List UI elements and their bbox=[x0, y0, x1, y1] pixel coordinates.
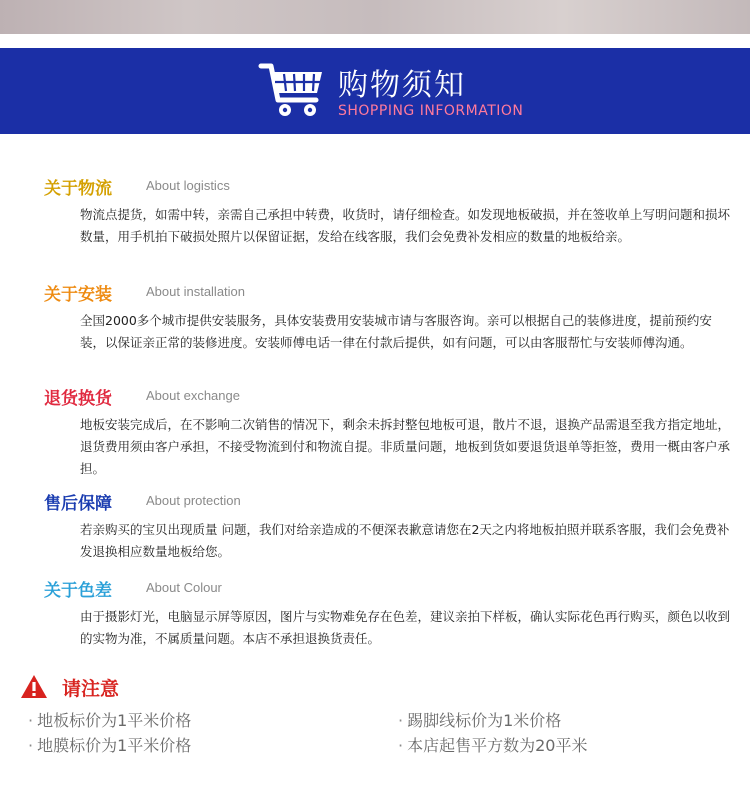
section-body: 地板安装完成后，在不影响二次销售的情况下，剩余未拆封整包地板可退，散片不退，退换产品需退至我方指定地址，退货费用须由客户承担，不接受物流到付和物流自提。非质量问题，地板到货如要退货退单等拒签，费用一概由客户承担。 bbox=[80, 417, 731, 476]
bullet: · bbox=[28, 736, 34, 755]
section-title: 关于安装 bbox=[44, 285, 112, 305]
section-title: 售后保障 bbox=[44, 494, 112, 514]
notice-item-text: 踢脚线标价为1米价格 bbox=[407, 711, 562, 730]
section-protection bbox=[44, 489, 734, 563]
bullet: · bbox=[28, 711, 34, 730]
bullet: · bbox=[398, 711, 404, 730]
section-title: 关于物流 bbox=[44, 179, 112, 199]
section-english-title: About Colour bbox=[146, 580, 222, 595]
section-english-title: About exchange bbox=[146, 388, 240, 403]
bullet: · bbox=[398, 736, 404, 755]
section-body: 物流点提货，如需中转，亲需自己承担中转费，收货时，请仔细检查。如发现地板破损，并在签收单上写明问题和损坏数量，用手机拍下破损处照片以保留证据，发给在线客服，我们会免费补发相应的数量的地板给亲。 bbox=[80, 207, 731, 244]
warning-icon bbox=[20, 674, 48, 699]
shopping-cart-icon bbox=[258, 60, 328, 120]
notice-item bbox=[28, 733, 191, 756]
section-body: 若亲购买的宝贝出现质量 问题，我们对给亲造成的不便深表歉意请您在2天之内将地板拍照并联系客服，我们会免费补发退换相应数量地板给您。 bbox=[80, 522, 730, 559]
notice-item-text: 本店起售平方数为20平米 bbox=[407, 736, 588, 755]
notice-item-text: 地膜标价为1平米价格 bbox=[37, 736, 192, 755]
section-body: 全国2000多个城市提供安装服务，具体安装费用安装城市请与客服咨询。亲可以根据自己的装修进度，提前预约安装，以保证亲正常的装修进度。安装师傅电话一律在付款后提供，如有问题，可以由客服帮忙与安装师傅沟通。 bbox=[80, 313, 712, 350]
notice-item-text: 地板标价为1平米价格 bbox=[37, 711, 192, 730]
section-exchange bbox=[44, 384, 734, 480]
notice-item bbox=[398, 733, 587, 756]
section-title: 关于色差 bbox=[44, 581, 112, 601]
section-logistics bbox=[44, 174, 734, 248]
section-colour bbox=[44, 576, 734, 650]
section-title: 退货换货 bbox=[44, 389, 112, 409]
notice-title: 请注意 bbox=[62, 678, 120, 700]
section-english-title: About protection bbox=[146, 493, 241, 508]
banner-subtitle: SHOPPING INFORMATION bbox=[338, 103, 524, 119]
notice-header bbox=[20, 673, 320, 703]
banner-title: 购物须知 bbox=[338, 68, 466, 103]
top-photo-strip bbox=[0, 0, 750, 34]
section-english-title: About installation bbox=[146, 284, 246, 299]
section-installation bbox=[44, 280, 734, 354]
section-body: 由于摄影灯光，电脑显示屏等原因，图片与实物难免存在色差，建议亲拍下样板，确认实际花色再行购买，颜色以收到的实物为准，不属质量问题。本店不承担退换货责任。 bbox=[80, 609, 731, 646]
notice-item bbox=[28, 708, 191, 731]
notice-item bbox=[398, 708, 561, 731]
section-english-title: About logistics bbox=[146, 178, 230, 193]
